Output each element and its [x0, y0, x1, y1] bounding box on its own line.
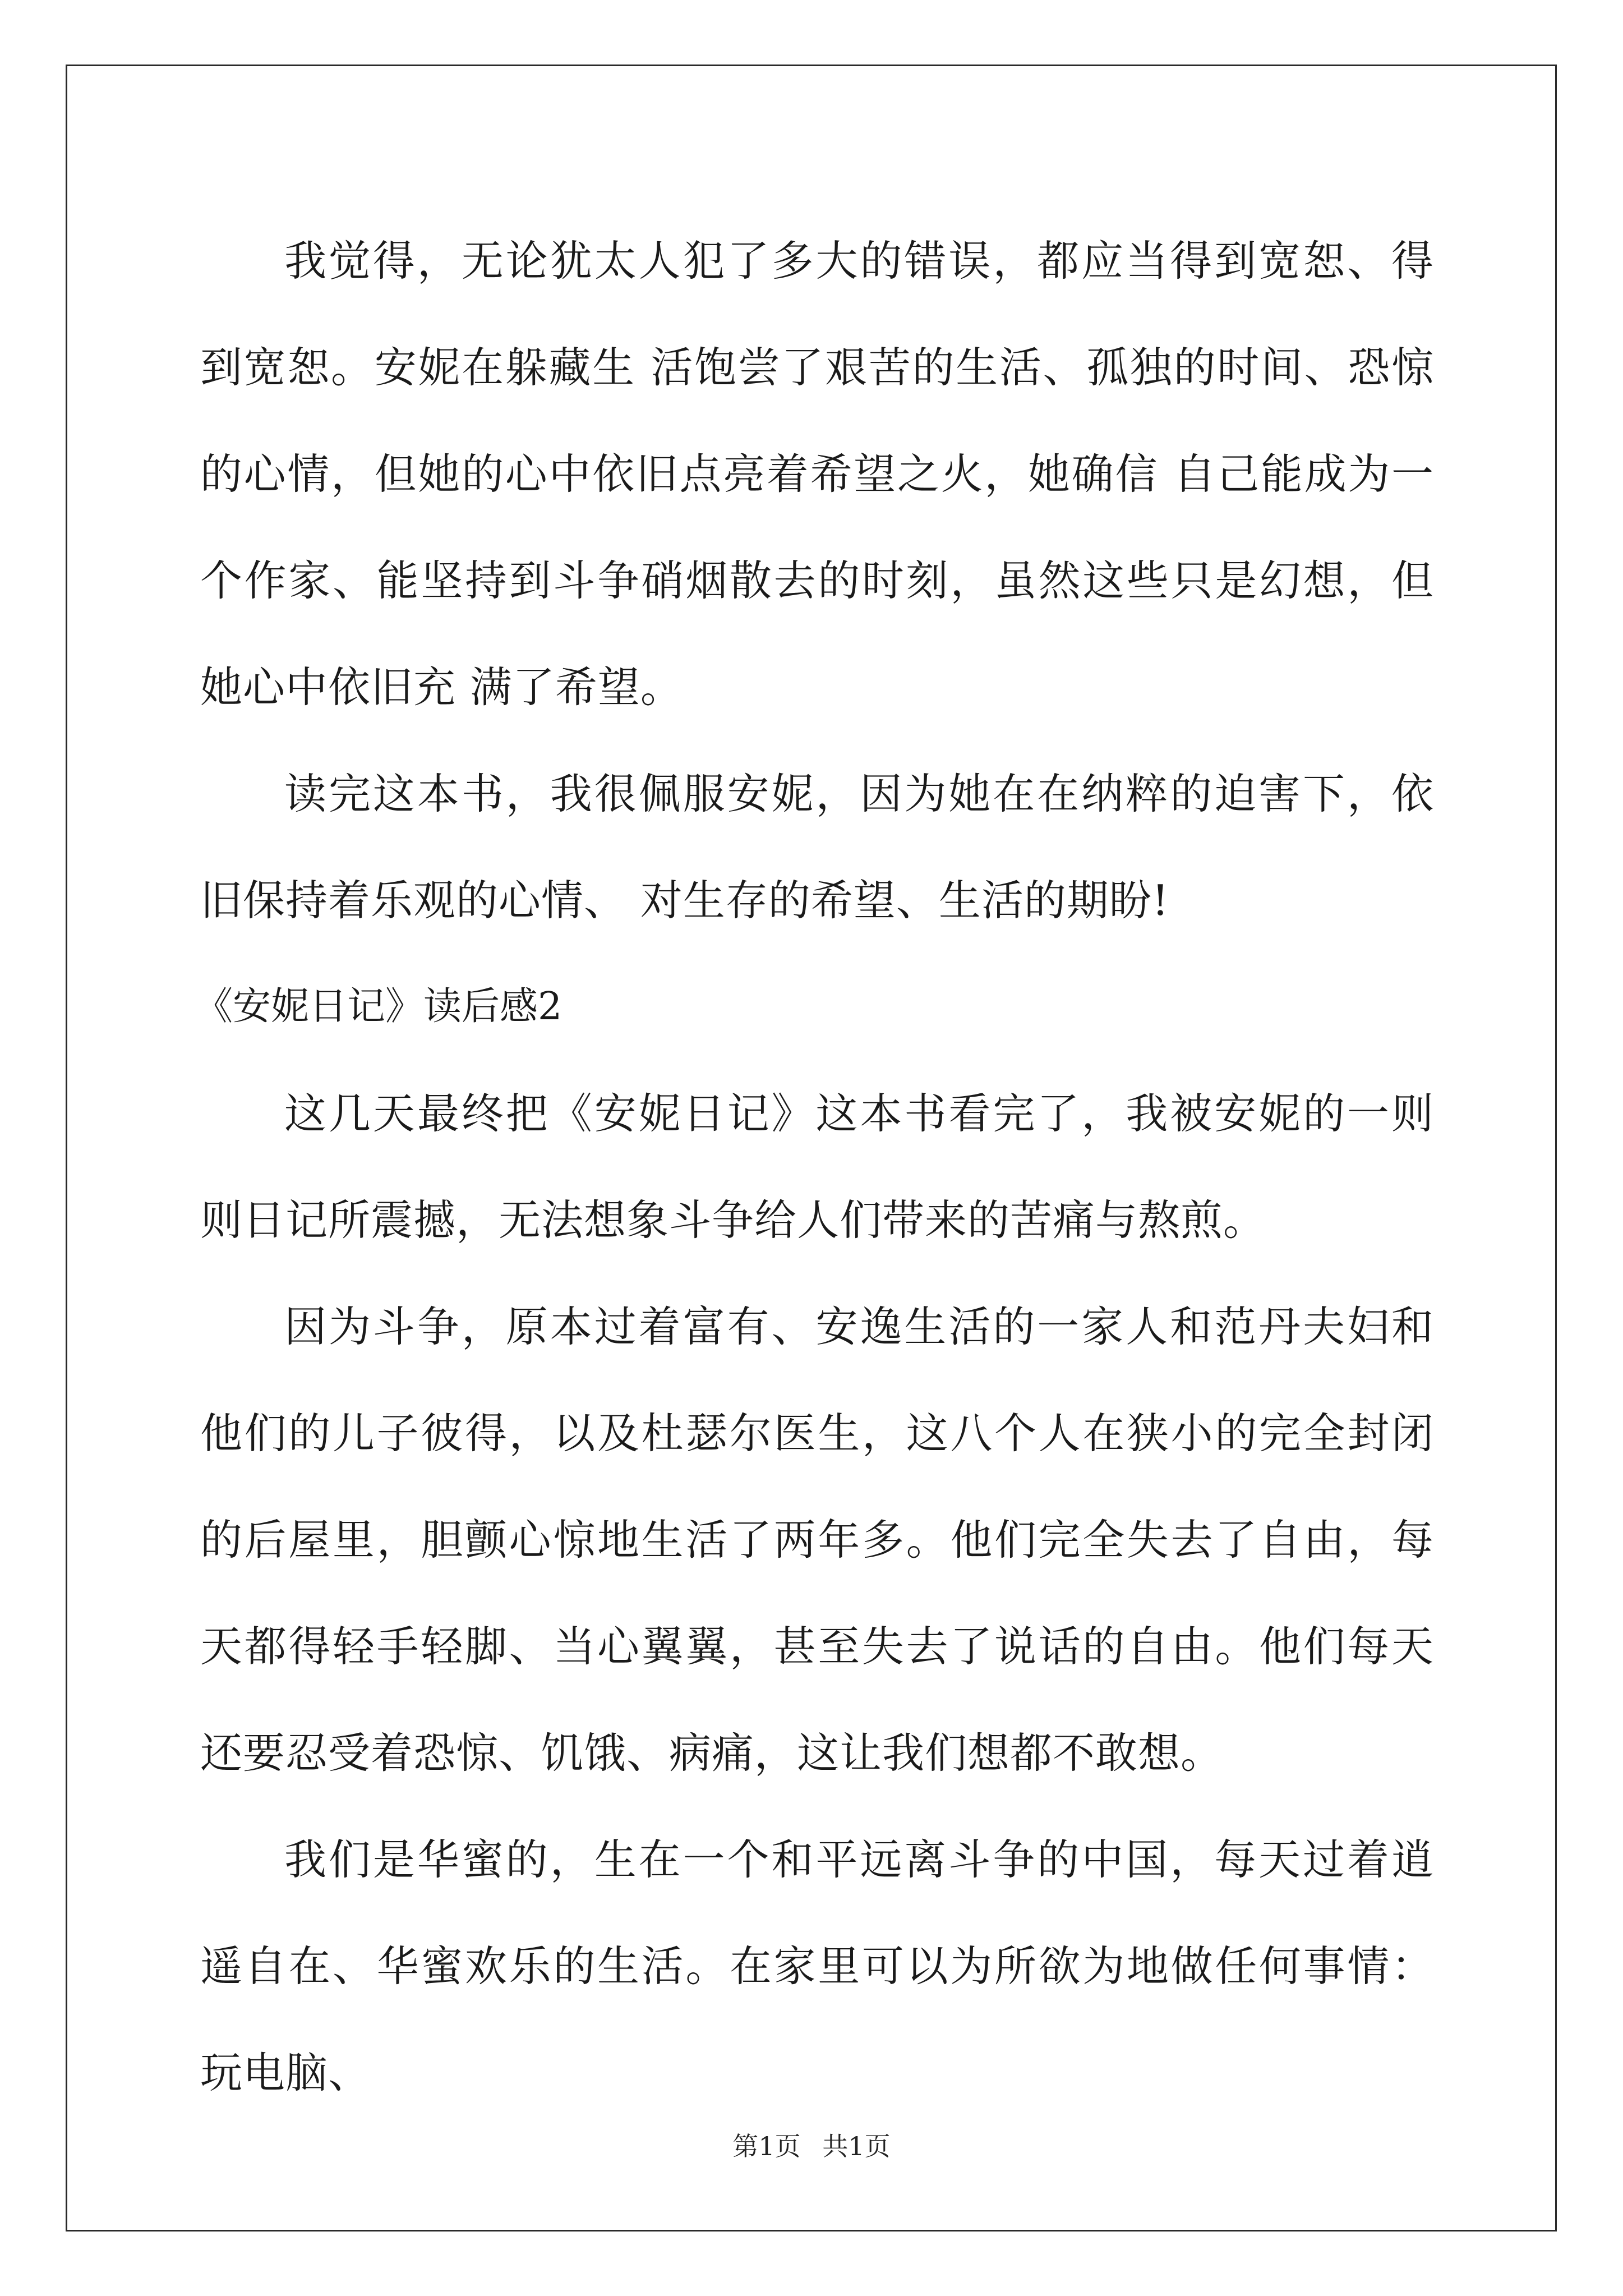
paragraph-5: 我们是华蜜的，生在一个和平远离斗争的中国，每天过着逍遥自在、华蜜欢乐的生活。在家里可以为所欲为地做任何事情：玩电脑、	[200, 1835, 1434, 2097]
page-number: 第1页	[732, 2131, 801, 2161]
paragraph-2: 读完这本书，我很佩服安妮，因为她在在纳粹的迫害下，依旧保持着乐观的心情、 对生存的希望、生活的期盼!	[200, 769, 1434, 925]
paragraph-3: 这几天最终把《安妮日记》这本书看完了，我被安妮的一则则日记所震撼，无法想象斗争给人们带来的苦痛与熬煎。	[200, 1089, 1434, 1245]
paragraph-4: 因为斗争，原本过着富有、安逸生活的一家人和范丹夫妇和他们的儿子彼得，以及杜瑟尔医生，这八个人在狭小的完全封闭的后屋里，胆颤心惊地生活了两年多。他们完全失去了自由，每天都得轻手轻脚、当心翼翼，甚至失去了说话的自由。他们每天还要忍受着恐惊、饥饿、病痛，这让我们想都不敢想。	[200, 1302, 1434, 1778]
document-body	[195, 208, 1434, 2126]
page-total: 共1页	[822, 2131, 891, 2161]
paragraph-1: 我觉得，无论犹太人犯了多大的错误，都应当得到宽恕、得到宽恕。安妮在躲藏生 活饱尝了艰苦的生活、孤独的时间、恐惊的心情，但她的心中依旧点亮着希望之火，她确信 自己能成为一个作家、能坚持到斗争硝烟散去的时刻，虽然这些只是幻想，但她心中依旧充 满了希望。	[200, 236, 1434, 712]
section-heading: 《安妮日记》读后感2	[195, 984, 562, 1029]
page-footer	[0, 2126, 1623, 2163]
